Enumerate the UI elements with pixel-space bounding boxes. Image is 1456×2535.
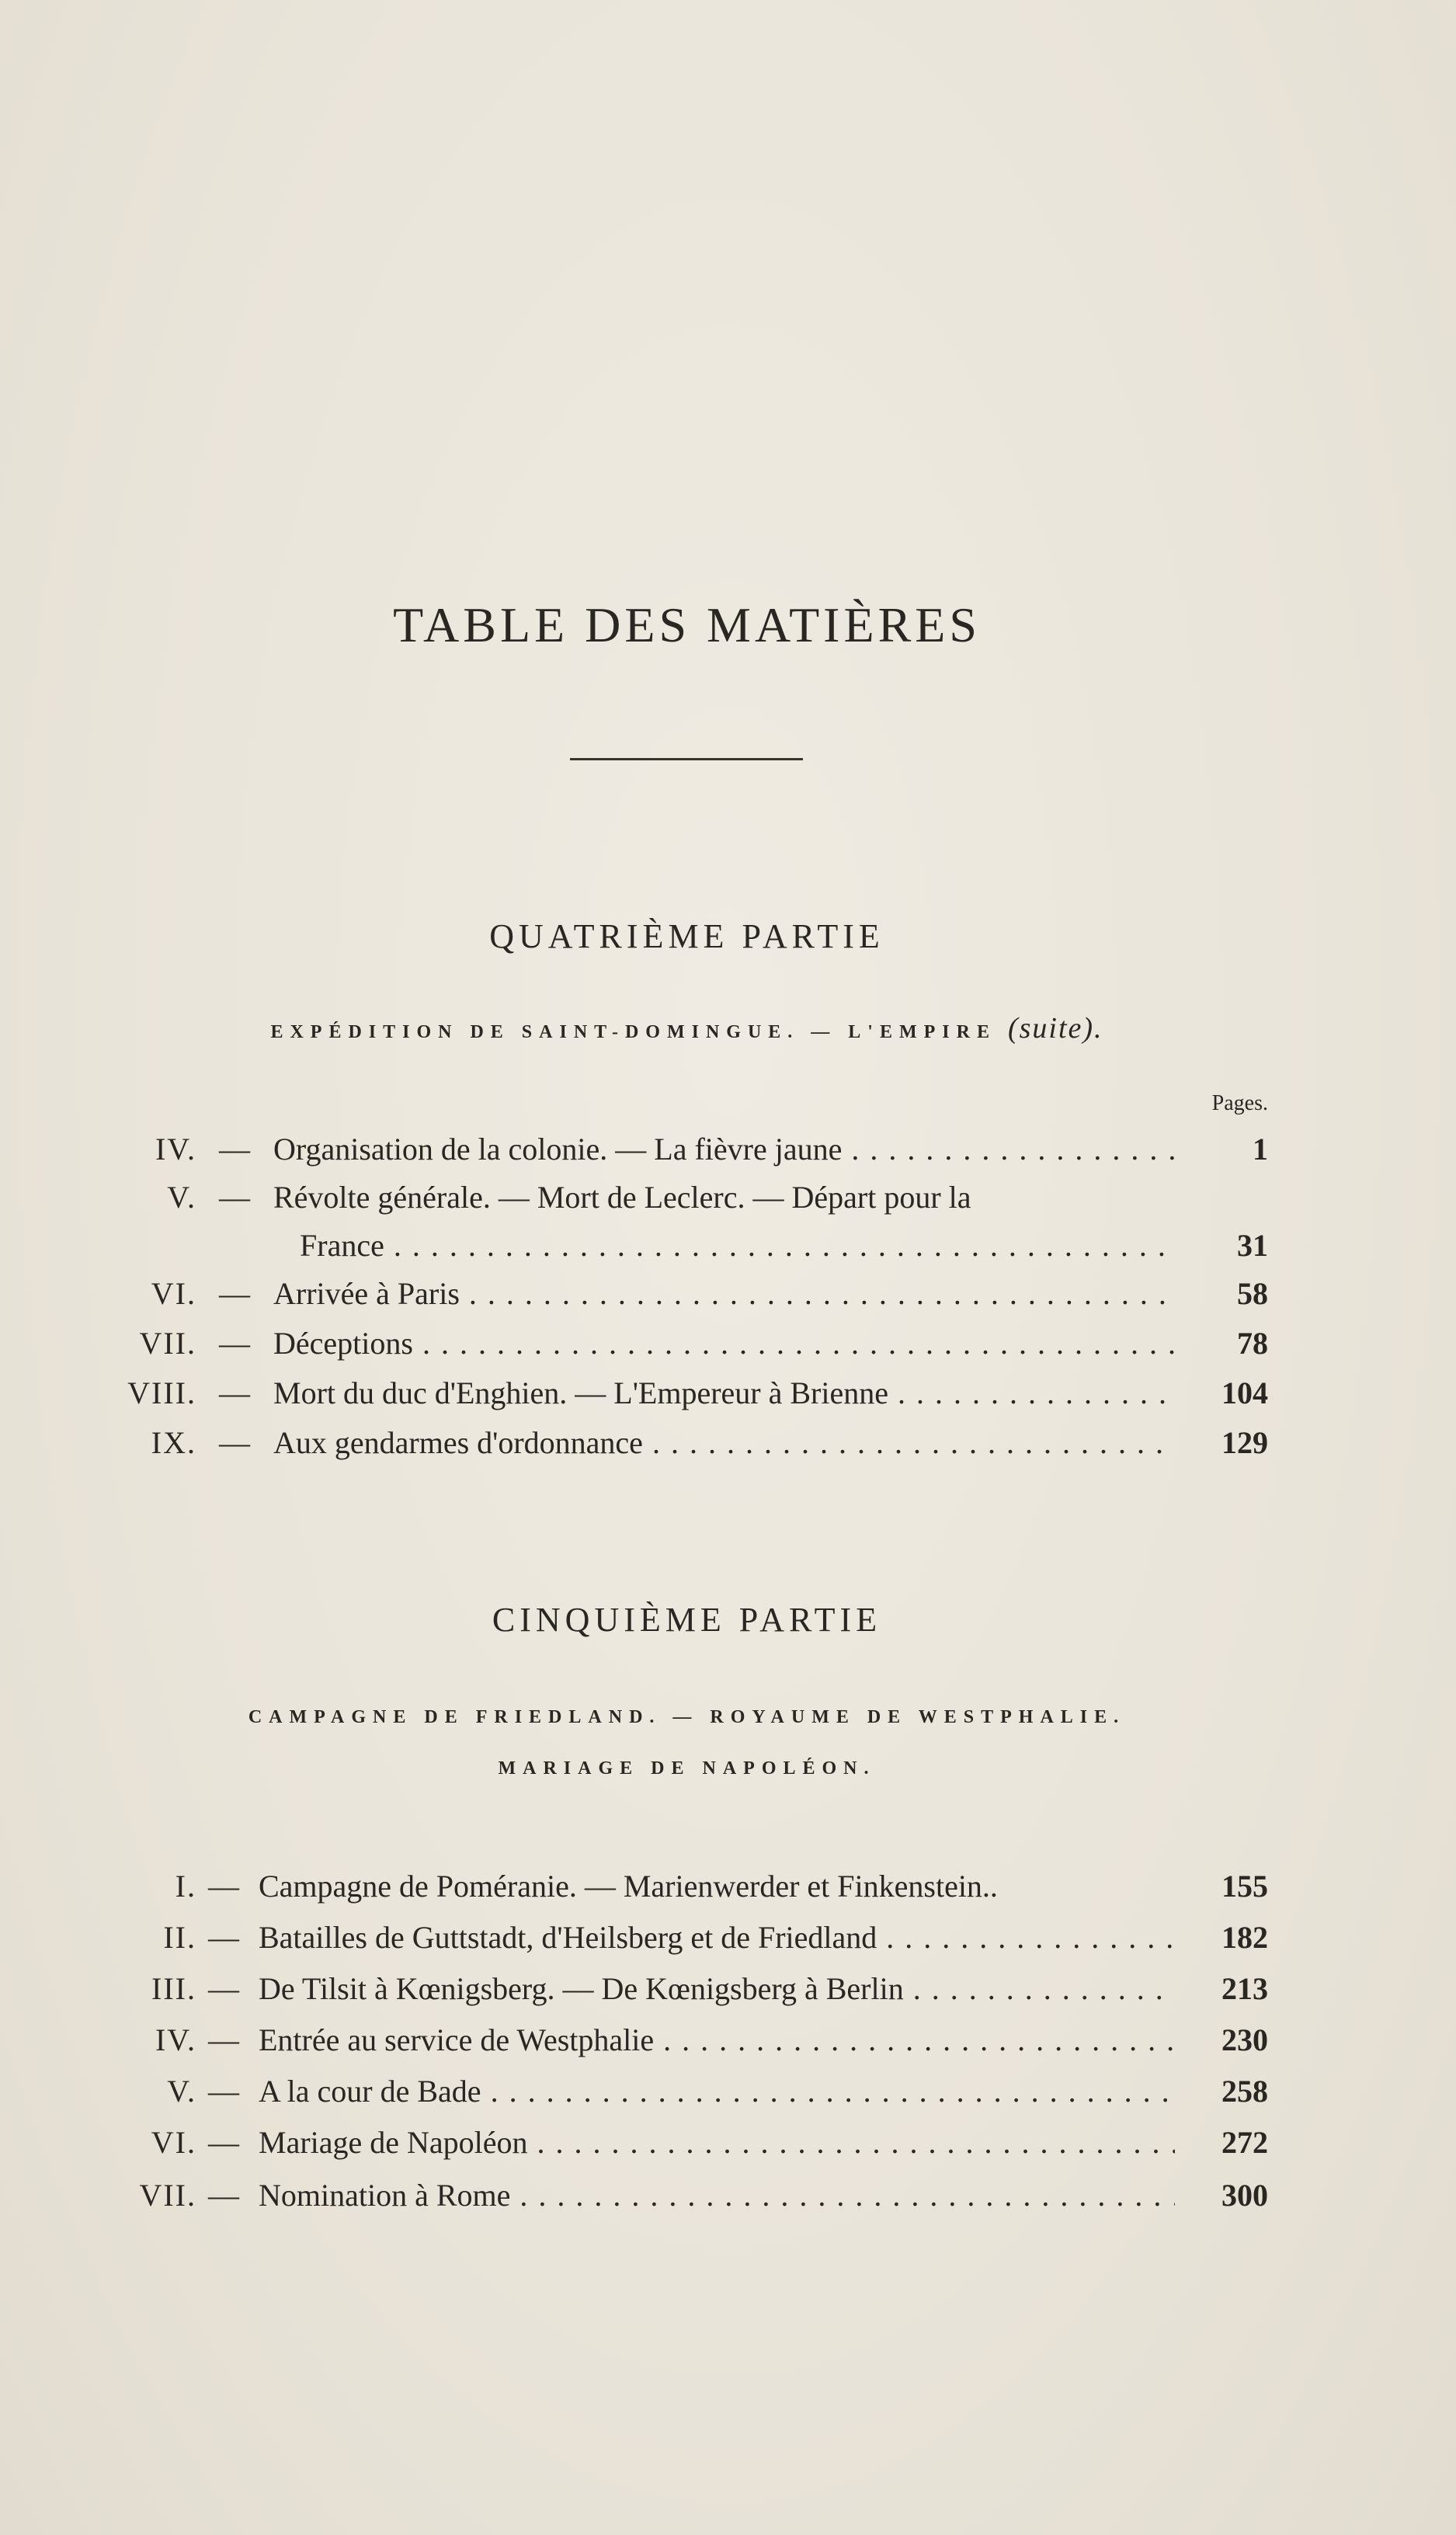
page-number: 182 — [1221, 1920, 1268, 1955]
page-number: 272 — [1221, 2125, 1268, 2160]
part-four-subtitle-suite: (suite). — [1007, 1012, 1103, 1045]
chapter-number: VIII. — [127, 1375, 196, 1410]
entry-dash: — — [208, 2074, 239, 2109]
toc-entry[interactable] — [0, 1319, 1456, 1368]
entry-dash: — — [219, 1276, 250, 1311]
toc-entry[interactable] — [0, 1964, 1456, 2014]
chapter-number: VI. — [151, 2125, 196, 2160]
chapter-title: Révolte générale. — Mort de Leclerc. — Départ pour la — [273, 1180, 971, 1215]
chapter-number: VII. — [139, 2178, 196, 2213]
toc-entry[interactable] — [0, 1125, 1456, 1174]
chapter-title: France . . . — [300, 1221, 1174, 1271]
entry-dash: — — [208, 2125, 239, 2160]
toc-entry[interactable] — [0, 2015, 1456, 2065]
chapter-number: V. — [167, 1180, 196, 1215]
chapter-title: Organisation de la colonie. — La fièvre jaune . . . — [273, 1125, 1174, 1174]
chapter-title: Mariage de Napoléon . . . — [259, 2118, 1175, 2168]
toc-entry[interactable] — [0, 1418, 1456, 1468]
title-divider — [570, 758, 803, 760]
page-number: 78 — [1237, 1326, 1268, 1361]
entry-dash: — — [219, 1425, 250, 1460]
chapter-title: Aux gendarmes d'ordonnance . . . — [273, 1418, 1174, 1468]
entry-dash: — — [208, 2178, 239, 2213]
chapter-title: Nomination à Rome . . . — [259, 2171, 1175, 2220]
toc-entry[interactable] — [0, 1913, 1456, 1963]
chapter-title: Entrée au service de Westphalie . . . — [259, 2015, 1175, 2065]
chapter-number: IV. — [155, 2022, 196, 2057]
chapter-number: V. — [167, 2074, 196, 2109]
toc-entry[interactable] — [0, 1368, 1456, 1418]
entry-dash: — — [208, 1920, 239, 1955]
entry-dash: — — [219, 1326, 250, 1361]
page-number: 155 — [1221, 1869, 1268, 1904]
chapter-number: III. — [151, 1971, 196, 2006]
page-number: 31 — [1237, 1228, 1268, 1263]
page-number: 1 — [1253, 1132, 1268, 1167]
chapter-title: A la cour de Bade . . . — [259, 2067, 1175, 2116]
entry-dash: — — [208, 1971, 239, 2006]
toc-entry[interactable] — [0, 2118, 1456, 2168]
page-number: 58 — [1237, 1276, 1268, 1311]
page-number: 230 — [1221, 2022, 1268, 2057]
page-number: 104 — [1221, 1375, 1268, 1410]
chapter-title: Mort du duc d'Enghien. — L'Empereur à Brienne . . . — [273, 1368, 1174, 1418]
page-number: 213 — [1221, 1971, 1268, 2006]
chapter-number: VI. — [151, 1276, 196, 1311]
toc-entry[interactable] — [0, 1269, 1456, 1319]
chapter-title: Campagne de Poméranie. — Marienwerder et Finkenstein.. — [259, 1869, 998, 1904]
chapter-title: Arrivée à Paris . . . — [273, 1269, 1174, 1319]
page-number: 129 — [1221, 1425, 1268, 1460]
chapter-number: II. — [163, 1920, 196, 1955]
toc-entry[interactable] — [0, 2067, 1456, 2116]
page-title: TABLE DES MATIÈRES — [393, 597, 981, 652]
part-five-subtitle-line2: MARIAGE DE NAPOLÉON. — [498, 1758, 876, 1779]
chapter-number: I. — [175, 1869, 196, 1904]
toc-entry[interactable] — [0, 1173, 1456, 1222]
chapter-number: VII. — [139, 1326, 196, 1361]
entry-dash: — — [219, 1375, 250, 1410]
chapter-number: IX. — [151, 1425, 196, 1460]
chapter-title: Déceptions . . . — [273, 1319, 1174, 1368]
entry-dash: — — [208, 1869, 239, 1904]
chapter-number: IV. — [155, 1132, 196, 1167]
entry-dash: — — [208, 2022, 239, 2057]
part-five-subtitle-line1: CAMPAGNE DE FRIEDLAND. — ROYAUME DE WESTPHALIE. — [248, 1707, 1126, 1727]
chapter-title: Batailles de Guttstadt, d'Heilsberg et de Friedland . . . — [259, 1913, 1175, 1963]
toc-entry[interactable] — [0, 2171, 1456, 2220]
toc-entry-continuation[interactable] — [0, 1221, 1456, 1271]
pages-column-label: Pages. — [1211, 1091, 1268, 1115]
page-number: 300 — [1221, 2178, 1268, 2213]
part-four-subtitle — [0, 1011, 1374, 1045]
entry-dash: — — [219, 1132, 250, 1167]
entry-dash: — — [219, 1180, 250, 1215]
toc-entry[interactable] — [0, 1862, 1456, 1911]
part-five-heading: CINQUIÈME PARTIE — [492, 1601, 882, 1639]
chapter-title: De Tilsit à Kœnigsberg. — De Kœnigsberg à Berlin . . . — [259, 1964, 1175, 2014]
part-four-subtitle-text: EXPÉDITION DE SAINT-DOMINGUE. — L'EMPIRE — [270, 1022, 996, 1042]
page-number: 258 — [1221, 2074, 1268, 2109]
part-four-heading: QUATRIÈME PARTIE — [489, 917, 884, 955]
